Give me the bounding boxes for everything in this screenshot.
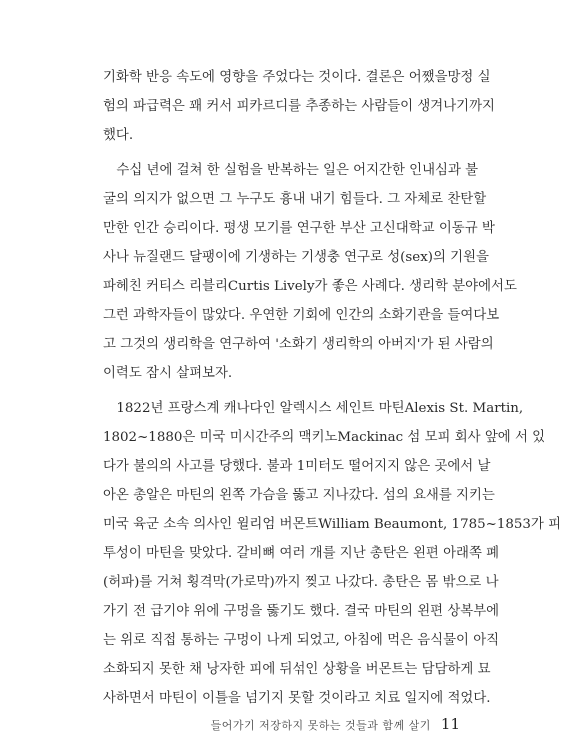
text-line: 파헤친 커티스 리블리Curtis Lively가 좋은 사례다. 생리학 분야에서도: [103, 279, 517, 294]
text-line: 이력도 잠시 살펴보자.: [103, 366, 233, 381]
text-line: 소화되지 못한 채 낭자한 피에 뒤섞인 상황을 버몬트는 담담하게 묘: [103, 662, 491, 677]
text-line: (허파)를 거쳐 횡격막(가로막)까지 찢고 나갔다. 총탄은 몸 밖으로 나: [103, 575, 499, 590]
text-line: 다가 불의의 사고를 당했다. 불과 1미터도 떨어지지 않은 곳에서 날: [103, 459, 491, 474]
text-line: 투성이 마틴을 맞았다. 갈비뼈 여러 개를 지난 총탄은 왼편 아래쪽 폐: [103, 546, 500, 561]
text-line: 아온 총알은 마틴의 왼쪽 가슴을 뚫고 지나갔다. 섬의 요새를 지키는: [103, 488, 495, 503]
text-line: 만한 인간 승리이다. 평생 모기를 연구한 부산 고신대학교 이동규 박: [103, 221, 495, 236]
text-line: 1802~1880은 미국 미시간주의 맥키노Mackinac 섬 모피 회사 앞에 서 있: [103, 430, 546, 445]
text-line: 그런 과학자들이 많았다. 우연한 기회에 인간의 소화기관을 들여다보: [103, 308, 500, 323]
text-line: 고 그것의 생리학을 연구하여 '소화기 생리학의 아버지'가 된 사람의: [103, 337, 494, 352]
text-line: 사나 뉴질랜드 달팽이에 기생하는 기생충 연구로 성(sex)의 기원을: [103, 250, 489, 265]
text-line: 미국 육군 소속 의사인 윌리엄 버몬트William Beaumont, 1785~1853가 피: [103, 517, 561, 532]
text-line: 1822년 프랑스계 캐나다인 알렉시스 세인트 마틴Alexis St. Martin,: [103, 401, 524, 416]
text-line: 수십 년에 걸쳐 한 실험을 반복하는 일은 어지간한 인내심과 불: [103, 163, 479, 178]
text-line: 가기 전 급기야 위에 구멍을 뚫기도 했다. 결국 마틴의 왼편 상복부에: [103, 604, 500, 619]
text-line: 했다.: [103, 128, 134, 143]
text-line: 기화학 반응 속도에 영향을 주었다는 것이다. 결론은 어쨌을망정 실: [103, 70, 491, 85]
text-line: 는 위로 직접 통하는 구멍이 나게 되었고, 아침에 먹은 음식물이 아직: [103, 633, 500, 648]
page-footer: [200, 715, 460, 733]
running-head: 들어가기 저장하지 못하는 것들과 함께 살기: [210, 719, 431, 732]
text-line: 사하면서 마틴이 이틀을 넘기지 못할 것이라고 치료 일지에 적었다.: [103, 691, 491, 706]
text-line: 험의 파급력은 꽤 커서 피카르디를 추종하는 사람들이 생겨나기까지: [103, 99, 495, 114]
text-line: 굴의 의지가 없으면 그 누구도 흉내 내기 힘들다. 그 자체로 찬탄할: [103, 192, 487, 207]
page-number: 11: [440, 715, 460, 733]
